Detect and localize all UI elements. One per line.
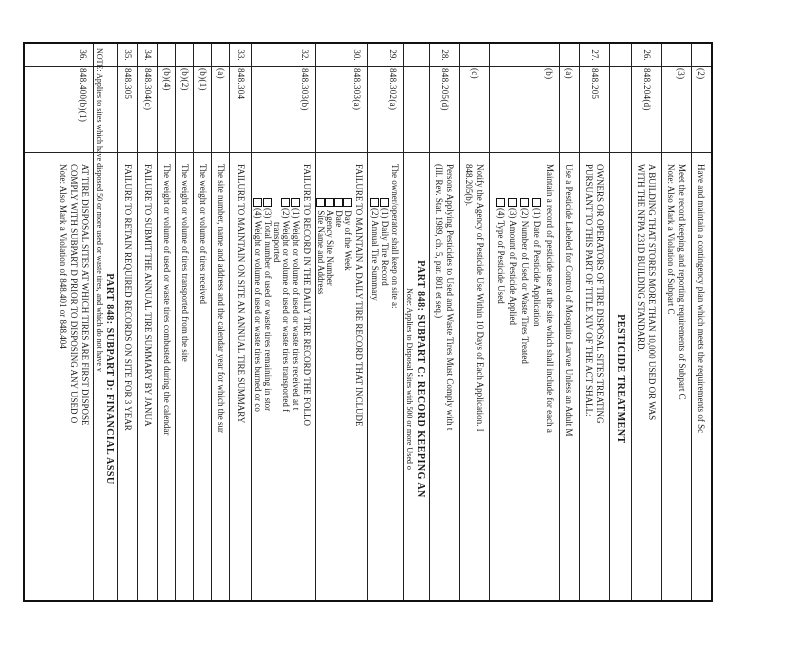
section-ref: 848.204(d) — [642, 68, 652, 111]
section-ref: 848.303(b) — [300, 68, 310, 111]
row-description: OWNERS OR OPERATORS OF TIRE DISPOSAL SITES TREATING — [595, 164, 605, 424]
item-text: Weight or volume of used or waste tires received at t — [291, 220, 301, 411]
list-item — [252, 164, 263, 638]
section-ref: (b)(4) — [162, 68, 172, 91]
item-number: (3) — [263, 208, 273, 219]
item-number: (2) — [520, 208, 530, 219]
checkbox[interactable] — [508, 198, 517, 207]
form-row — [489, 44, 559, 600]
section-ref: 848.302(a) — [388, 68, 398, 111]
form-row — [459, 44, 489, 600]
checkbox[interactable] — [380, 198, 389, 207]
row-description: FAILURE TO MAINTAIN ON SITE AN ANNUAL TIRE SUMMARY — [236, 164, 246, 424]
row-description: Persons Applying Pesticides to Used and Waste Tires Must Comply with t — [445, 164, 455, 431]
pesticide-heading: PESTICIDE TREATMENT — [615, 314, 626, 444]
item-number: (1) — [380, 208, 390, 219]
form-row — [691, 44, 711, 600]
item-text: Agency Site Number — [325, 209, 335, 286]
item-text: Daily Tire Record — [380, 220, 390, 286]
row-description: The weight or volume of tires transported from the site — [180, 164, 190, 362]
list-item — [290, 164, 301, 638]
item-number: (4) — [253, 208, 263, 219]
form-row — [175, 44, 193, 600]
list-item — [369, 164, 380, 638]
item-text: Number of Used or Waste Tires Treated — [520, 220, 530, 364]
item-text: Day of the Week — [343, 210, 353, 271]
section-ref: 848.205(d) — [440, 68, 450, 111]
row-number: 35. — [123, 49, 133, 61]
row-number: 27. — [590, 49, 600, 61]
item-text: Weight or volume of used or waste tires burned or co — [253, 220, 263, 412]
part-c-note: Note: Applies to Disposal Sites with 500 or more Used o — [405, 288, 414, 470]
row-description: Meet the record keeping and reporting requirements of Subpart C — [677, 164, 687, 400]
row-description: FAILURE TO SUBMIT THE ANNUAL TIRE SUMMARY BY JANUA — [143, 164, 153, 427]
section-ref: 848.400(b)(1) — [78, 68, 88, 123]
section-heading-row — [93, 44, 117, 600]
list-item — [519, 164, 530, 638]
row-description: FAILURE TO RETAIN REQUIRED RECORDS ON SITE FOR 3 YEAR — [123, 164, 133, 431]
item-text: Annual Tire Summary — [370, 220, 380, 301]
row-description: 848.205(b). — [464, 164, 474, 206]
row-description: The weight or volume of used or waste tires combusted during the calendar — [162, 164, 172, 436]
section-ref: (b)(1) — [198, 68, 208, 91]
row-description: WITH THE NFPA 231D BUILDING STANDARD. — [636, 164, 646, 352]
row-number: 30. — [352, 49, 362, 61]
row-description: (Ill. Rev. Stat. 1989, ch. 5, par. 801 et seq.) — [434, 164, 444, 319]
item-text: Date — [334, 210, 344, 228]
form-row — [367, 44, 403, 600]
checkbox[interactable] — [370, 198, 379, 207]
row-description: FAILURE TO MAINTAIN A DAILY TIRE RECORD THAT INCLUDE — [354, 164, 364, 427]
form-row — [53, 44, 93, 600]
row-description: The weight or volume of tires received — [198, 164, 208, 304]
form-row — [559, 44, 579, 600]
row-number: 36. — [78, 49, 88, 61]
section-ref: (3) — [676, 68, 686, 80]
form-row — [211, 44, 229, 600]
form-row — [229, 44, 251, 600]
row-description: FAILURE TO RECORD IN THE DAILY TIRE RECORD THE FOLLO — [302, 164, 312, 427]
row-description: Maintain a record of pesticide use at the site which shall include for each a — [545, 164, 555, 433]
part-d-heading: PART 848: SUBPART D: FINANCIAL ASSU — [104, 273, 115, 485]
checkbox[interactable] — [263, 198, 272, 207]
checkbox[interactable] — [316, 198, 325, 207]
checkbox[interactable] — [291, 198, 300, 207]
section-ref: 848.304 — [236, 68, 246, 100]
item-number: (3) — [508, 208, 518, 219]
row-description: PURSUANT TO THIS PART OF TITLE XIV OF THE ACT SHALL: — [584, 164, 594, 417]
item-text: Weight or volume of used or waste tires transported f — [281, 220, 291, 413]
section-ref: 848.304(c) — [143, 68, 153, 111]
form-row — [117, 44, 137, 600]
row-number: 26. — [642, 49, 652, 61]
part-c-heading: PART 848: SUBPART C: RECORD KEEPING AN — [415, 260, 426, 498]
form-row — [661, 44, 691, 600]
checkbox[interactable] — [520, 198, 529, 207]
section-ref: 848.205 — [590, 68, 600, 100]
section-ref: (2) — [696, 68, 706, 80]
row-description: Use a Pesticide Labeled for Control of Mosquito Larvae Unless an Adult M — [564, 164, 574, 437]
list-item — [495, 164, 506, 638]
form-row — [429, 44, 459, 600]
row-description: The owner/operator shall keep on site a: — [390, 164, 400, 309]
section-ref: (c) — [470, 68, 480, 79]
list-item — [379, 164, 390, 638]
row-number: 33. — [236, 49, 246, 61]
form-row — [251, 44, 315, 600]
form-row — [579, 44, 609, 600]
item-text: Amount of Pesticide Applied — [508, 220, 518, 326]
list-item — [507, 164, 518, 638]
row-note: Note: Also Mark a Violation of Subpart C — [666, 164, 676, 315]
form-row — [193, 44, 211, 600]
row-description: Notify the Agency of Pesticide Use Within 10 Days of Each Application. I — [475, 164, 485, 432]
rotated-form-page — [23, 42, 713, 602]
section-ref: (a) — [216, 68, 226, 79]
list-item — [531, 164, 542, 638]
checkbox[interactable] — [253, 198, 262, 207]
form-row — [631, 44, 661, 600]
form-row — [315, 44, 367, 600]
form-row — [137, 44, 157, 600]
form-row — [157, 44, 175, 600]
section-ref: (b) — [544, 68, 554, 80]
row-number: 34. — [143, 49, 153, 61]
row-number: 32. — [300, 49, 310, 61]
checkbox[interactable] — [532, 198, 541, 207]
row-number: 28. — [440, 49, 450, 61]
section-ref: (b)(2) — [180, 68, 190, 91]
section-ref: 848.303(a) — [352, 68, 362, 111]
section-heading-row — [403, 44, 429, 600]
row-number: 29. — [388, 49, 398, 61]
list-item — [315, 164, 326, 638]
item-text: Total number of used or waste tires remaining in stor — [263, 220, 273, 412]
list-item — [262, 164, 273, 638]
row-description: AT TIRE DISPOSAL SITES AT WHICH TIRES ARE FIRST DISPOSE — [80, 164, 90, 426]
item-number: (1) — [532, 208, 542, 219]
item-number: (2) — [370, 208, 380, 219]
section-ref: (a) — [564, 68, 574, 79]
row-note: Note: Also Mark a Violation of 848.401 or 848.404 — [58, 164, 68, 349]
item-text: Site Name and Address — [316, 210, 326, 295]
checkbox[interactable] — [496, 198, 505, 207]
row-description: A BUILDING THAT STORES MORE THAN 10,000 USED OR WAS — [647, 164, 657, 421]
item-text: transported — [272, 222, 282, 263]
row-description: Have and maintain a contingency plan which meets the requirements of Sc — [696, 164, 706, 434]
row-description: COMPLY WITH SUBPART D PRIOR TO DISPOSING ANY USED O — [69, 164, 79, 424]
item-number: (1) — [291, 208, 301, 219]
item-text: Type of Pesticide Used — [496, 220, 506, 304]
item-number: (2) — [281, 208, 291, 219]
item-number: (4) — [496, 208, 506, 219]
part-d-note: NOTE: Applies to sites which have disposed 50 or more used or waste tires, and which do not have v — [95, 48, 104, 372]
section-ref: 848.305 — [123, 68, 133, 100]
item-text: Date of Pesticide Application — [532, 220, 542, 327]
section-heading-row — [609, 44, 631, 600]
row-description: The site number, name and address and the calendar year for which the sur — [216, 164, 226, 434]
